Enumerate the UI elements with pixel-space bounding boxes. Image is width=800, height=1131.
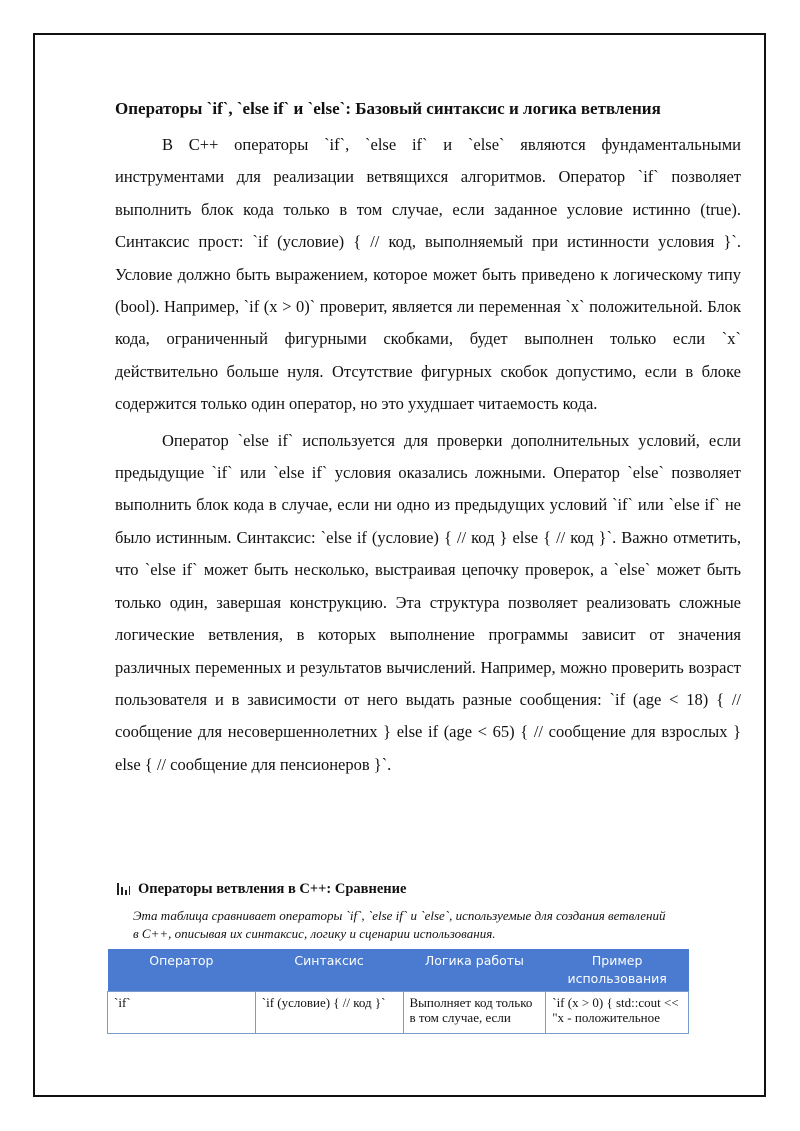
table-cell-syntax: `if (условие) { // код }` xyxy=(255,992,403,1034)
column-header-syntax: Синтаксис xyxy=(255,949,403,992)
table-row xyxy=(108,992,689,1034)
comparison-table-section xyxy=(115,880,688,1034)
paragraph-2: Оператор `else if` используется для проверки дополнительных условий, если предыдущие `if` или `else if` условия оказались ложными. Оператор `else` позволяет выполнить блок кода в случае, если ни одно из предыдущих условий `if` или `else if` не было истинным. Синтаксис: `else if (условие) { // код } else { // код }`. Важно отметить, что `else if` может быть несколько, выстраивая цепочку проверок, а `else` может быть только один, завершая конструкцию. Эта структура позволяет реализовать сложные логические ветвления, в которых выполнение программы зависит от значения различных переменных и результатов вычислений. Например, можно проверить возраст пользователя и в зависимости от него выдать разные сообщения: `if (age < 18) { // сообщение для несовершеннолетних } else if (age < 65) { // сообщение для взрослых } else { // сообщение для пенсионеров }`. xyxy=(115,430,741,774)
column-header-logic: Логика работы xyxy=(403,949,546,992)
table-title: Операторы ветвления в C++: Сравнение xyxy=(138,881,407,897)
table-title-row xyxy=(117,880,688,898)
document-body xyxy=(115,97,741,785)
bar-chart-icon xyxy=(117,883,130,895)
paragraph-1: В C++ операторы `if`, `else if` и `else` являются фундаментальными инструментами для реализации ветвящихся алгоритмов. Оператор `if` позволяет выполнить блок кода только в том случае, если заданное условие истинно (true). Синтаксис прост: `if (условие) { // код, выполняемый при истинности условия }`. Условие должно быть выражением, которое может быть приведено к логическому типу (bool). Например, `if (x > 0)` проверит, является ли переменная `x` положительной. Блок кода, ограниченный фигурными скобками, будет выполнен только если `x` действительно больше нуля. Отсутствие фигурных скобок допустимо, если в блоке содержится только один оператор, но это ухудшает читаемость кода. xyxy=(115,135,741,414)
section-heading: Операторы `if`, `else if` и `else`: Базовый синтаксис и логика ветвления xyxy=(115,99,661,118)
table-caption: Эта таблица сравнивает операторы `if`, `else if` и `else`, используемые для создания ветвлений в C++, описывая их синтаксис, логику и сценарии использования. xyxy=(133,908,666,941)
table-cell-logic: Выполняет код только в том случае, если xyxy=(403,992,546,1034)
comparison-table xyxy=(107,949,689,1034)
column-header-operator: Оператор xyxy=(108,949,256,992)
table-header-row xyxy=(108,949,689,992)
column-header-example: Пример использования xyxy=(546,949,689,992)
table-cell-operator: `if` xyxy=(108,992,256,1034)
table-cell-example: `if (x > 0) { std::cout << "x - положительное xyxy=(546,992,689,1034)
